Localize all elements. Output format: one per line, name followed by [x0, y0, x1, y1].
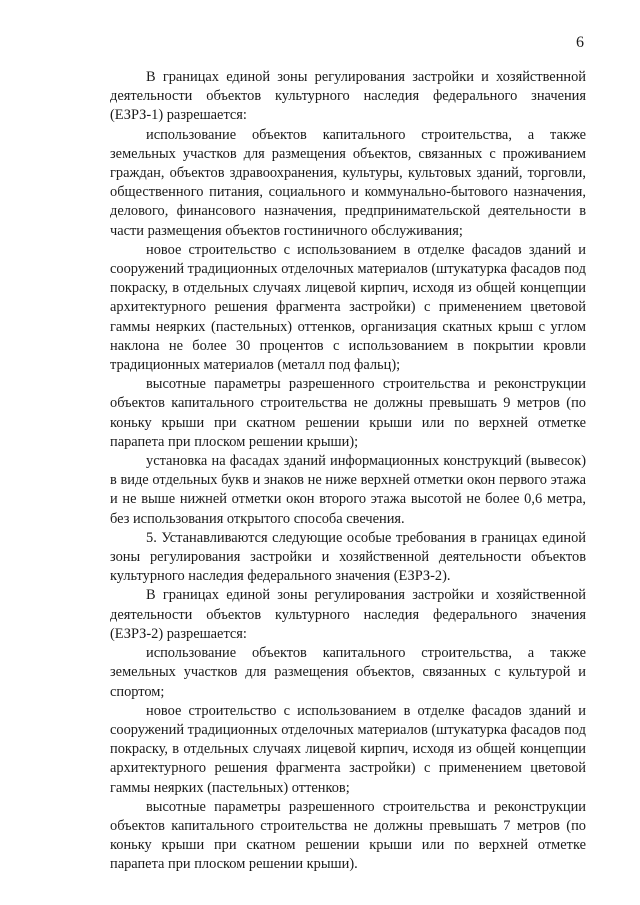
page-number: 6: [576, 34, 584, 51]
paragraph-ezrz1-signage: установка на фасадах зданий информационных конструкций (вывесок) в виде отдельных букв и знаков не ниже верхней отметки окон первого этажа и не выше нижней отметки окон второго этажа высотой не более 0,6 метра, без использования открытого способа свечения.: [110, 453, 586, 527]
paragraph-ezrz2-new-construction: новое строительство с использованием в отделке фасадов зданий и сооружений традиционных отделочных материалов (штукатурка фасадов под покраску, в отдельных случаях лицевой кирпич, исходя из общей концепции архитектурного решения фрагмента застройки) с применением цветовой гаммы неярких (пастельных) оттенков;: [110, 702, 586, 796]
paragraph-ezrz2-height-limits: высотные параметры разрешенного строительства и реконструкции объектов капитального строительства не должны превышать 7 метров (по коньку крыши при скатном решении крыши или по верхней отметке парапета при плоском решении крыши).: [110, 798, 586, 873]
document-body: [110, 68, 586, 875]
paragraph-ezrz1-height-limits: высотные параметры разрешенного строительства и реконструкции объектов капитального строительства не должны превышать 9 метров (по коньку крыши при скатном решении крыши или по верхней отметке парапета при плоском решении крыши);: [110, 376, 586, 450]
paragraph-ezrz2-land-use: использование объектов капитального строительства, а также земельных участков для размещения объектов, связанных с культурой и спортом;: [110, 645, 586, 700]
paragraph-ezrz2-intro: В границах единой зоны регулирования застройки и хозяйственной деятельности объектов культурного наследия федерального значения (ЕЗРЗ-2) разрешается:: [110, 587, 586, 642]
paragraph-ezrz1-new-construction: новое строительство с использованием в отделке фасадов зданий и сооружений традиционных отделочных материалов (штукатурка фасадов под покраску, в отдельных случаях лицевой кирпич, исходя из общей концепции архитектурного решения фрагмента застройки) с применением цветовой гаммы неярких (пастельных) оттенков, организация скатных крыш с углом наклона не более 30 процентов с использованием в покрытии кровли традиционных материалов (металл под фальц);: [110, 241, 586, 374]
paragraph-ezrz1-intro: В границах единой зоны регулирования застройки и хозяйственной деятельности объектов культурного наследия федерального значения (ЕЗРЗ-1) разрешается:: [110, 69, 586, 124]
paragraph-ezrz1-land-use: использование объектов капитального строительства, а также земельных участков для размещения объектов, связанных с проживанием граждан, объектов здравоохранения, культуры, культовых зданий, торговли, общественного питания, социального и коммунально-бытового назначения, делового, финансового назначения, предпринимательской деятельности в части размещения объектов гостиничного обслуживания;: [110, 126, 586, 239]
paragraph-item-5: 5. Устанавливаются следующие особые требования в границах единой зоны регулирования застройки и хозяйственной деятельности объектов культурного наследия федерального значения (ЕЗРЗ-2).: [110, 529, 586, 585]
